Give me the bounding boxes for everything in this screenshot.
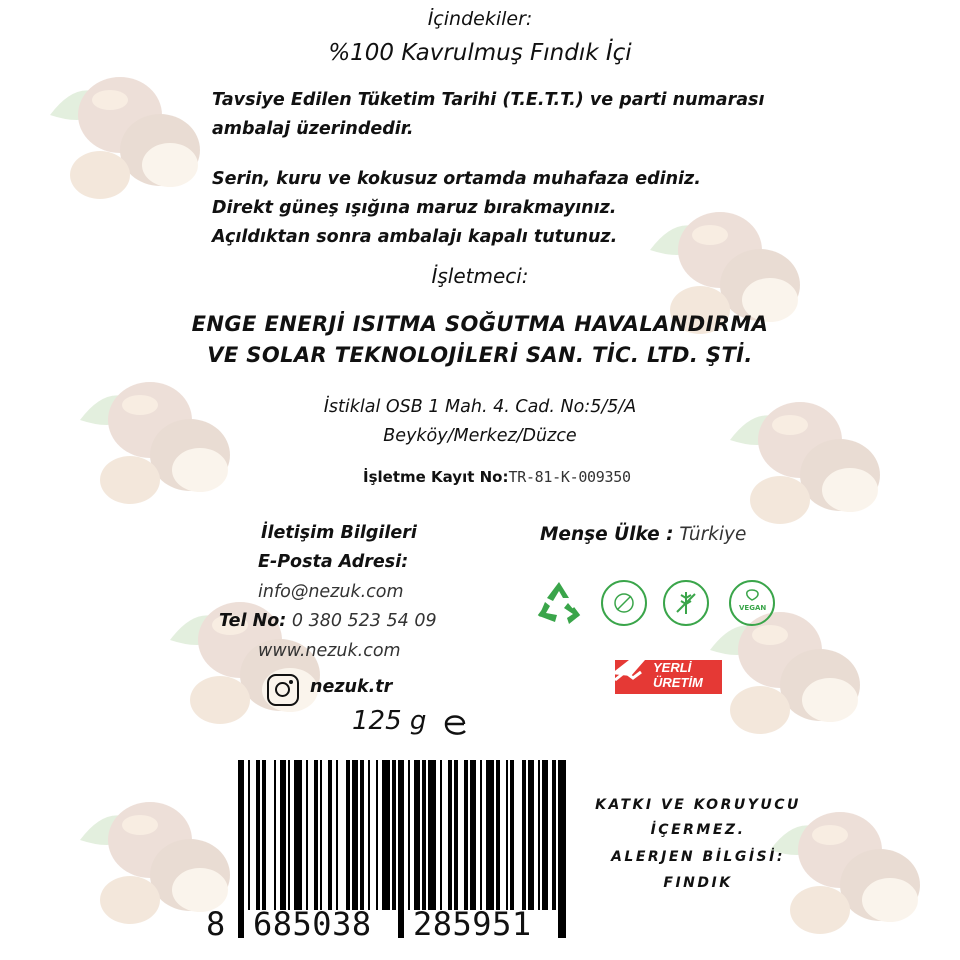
address-line1: İstiklal OSB 1 Mah. 4. Cad. No:5/5/A bbox=[323, 397, 637, 417]
storage-note-line2: Direkt güneş ışığına maruz bırakmayınız. bbox=[212, 198, 617, 218]
yerli-uretim-badge bbox=[611, 654, 722, 696]
instagram-handle: nezuk.tr bbox=[310, 677, 393, 697]
email-value: info@nezuk.com bbox=[258, 582, 404, 602]
no-additives-icon bbox=[601, 580, 647, 626]
hazelnut-illustration bbox=[40, 55, 220, 215]
barcode-bar bbox=[238, 760, 244, 938]
address-line2: Beyköy/Merkez/Düzce bbox=[383, 426, 577, 446]
barcode-bar bbox=[506, 760, 508, 910]
barcode-bar bbox=[280, 760, 286, 910]
barcode-bar bbox=[528, 760, 534, 910]
additive-note-line2: İÇERMEZ. bbox=[650, 822, 746, 838]
barcode-bar bbox=[538, 760, 540, 910]
allergen-value: FINDIK bbox=[663, 875, 733, 891]
additive-note-line1: KATKI VE KORUYUCU bbox=[595, 797, 801, 813]
yerli-line2: ÜRETİM bbox=[653, 675, 703, 690]
barcode-bar bbox=[422, 760, 426, 910]
barcode-bar bbox=[262, 760, 266, 910]
barcode-bar bbox=[464, 760, 468, 910]
barcode-bar bbox=[470, 760, 476, 910]
barcode-bar bbox=[486, 760, 494, 910]
barcode-bar bbox=[294, 760, 302, 910]
allergen-label: ALERJEN BİLGİSİ: bbox=[611, 849, 785, 865]
barcode-bar bbox=[274, 760, 276, 910]
estimated-sign-icon bbox=[438, 706, 472, 740]
barcode-bar bbox=[368, 760, 370, 910]
barcode-bar bbox=[328, 760, 332, 910]
gluten-free-icon bbox=[663, 580, 709, 626]
barcode-bar bbox=[336, 760, 338, 910]
barcode-bar bbox=[440, 760, 442, 910]
email-label: E-Posta Adresi: bbox=[258, 552, 409, 572]
storage-note-line3: Açıldıktan sonra ambalajı kapalı tutunuz. bbox=[212, 227, 618, 247]
registration-value: TR-81-K-009350 bbox=[508, 468, 631, 486]
barcode-digits-right: 285951 bbox=[413, 905, 532, 943]
yerli-line1: YERLİ bbox=[653, 660, 692, 675]
barcode-bar bbox=[542, 760, 548, 910]
vegan-icon bbox=[729, 580, 775, 626]
vegan-label: VEGAN bbox=[739, 604, 767, 612]
storage-note-line1: Serin, kuru ve kokusuz ortamda muhafaza ediniz. bbox=[212, 169, 701, 189]
company-name-line1: ENGE ENERJİ ISITMA SOĞUTMA HAVALANDIRMA bbox=[191, 312, 769, 336]
barcode-bar bbox=[248, 760, 250, 910]
ingredients-label: İçindekiler: bbox=[427, 8, 533, 30]
hazelnut-illustration bbox=[760, 790, 940, 950]
barcode-bar bbox=[392, 760, 396, 910]
tett-note-line1: Tavsiye Edilen Tüketim Tarihi (T.E.T.T.) ve parti numarası bbox=[212, 90, 765, 110]
barcode-bar bbox=[522, 760, 526, 910]
barcode-bar bbox=[256, 760, 260, 910]
barcode-bar bbox=[454, 760, 458, 910]
barcode-bar bbox=[376, 760, 378, 910]
barcode-bar bbox=[314, 760, 318, 910]
barcode-bar bbox=[382, 760, 390, 910]
barcode-bar bbox=[414, 760, 420, 910]
registration-number bbox=[363, 468, 631, 486]
origin-label: Menşe Ülke : bbox=[540, 524, 674, 545]
barcode-bar bbox=[352, 760, 358, 910]
barcode-bar bbox=[480, 760, 482, 910]
barcode-bar bbox=[496, 760, 500, 910]
barcode-bar bbox=[558, 760, 566, 938]
barcode-bar bbox=[408, 760, 410, 910]
recycle-icon bbox=[533, 578, 585, 628]
barcode-bar bbox=[448, 760, 452, 910]
certification-icons bbox=[533, 576, 783, 630]
barcode-bar bbox=[320, 760, 322, 910]
tett-note-line2: ambalaj üzerindedir. bbox=[212, 119, 414, 139]
operator-label: İşletmeci: bbox=[431, 264, 529, 288]
phone-label: Tel No: bbox=[219, 611, 287, 631]
barcode-bar bbox=[428, 760, 436, 910]
contact-heading: İletişim Bilgileri bbox=[261, 523, 417, 543]
barcode-bar bbox=[510, 760, 514, 910]
registration-label: İşletme Kayıt No: bbox=[363, 468, 509, 486]
barcode-bar bbox=[552, 760, 556, 910]
barcode-digits-left: 685038 bbox=[253, 905, 372, 943]
barcode-digit-first: 8 bbox=[206, 905, 226, 943]
phone-value: 0 380 523 54 09 bbox=[286, 611, 437, 631]
origin-value: Türkiye bbox=[673, 524, 747, 545]
net-weight: 125 g bbox=[352, 706, 427, 736]
yerli-text bbox=[653, 660, 703, 690]
ingredients-value: %100 Kavrulmuş Fındık İçi bbox=[328, 40, 632, 66]
instagram-icon bbox=[267, 674, 299, 706]
barcode-bar bbox=[306, 760, 308, 910]
barcode-bar bbox=[288, 760, 290, 910]
barcode-bar bbox=[398, 760, 404, 938]
barcode-bar bbox=[360, 760, 364, 910]
origin-line bbox=[540, 524, 746, 545]
barcode-bar bbox=[346, 760, 350, 910]
company-name-line2: VE SOLAR TEKNOLOJİLERİ SAN. TİC. LTD. ŞTİ. bbox=[207, 343, 753, 367]
website: www.nezuk.com bbox=[258, 641, 401, 661]
phone-line bbox=[219, 611, 437, 631]
